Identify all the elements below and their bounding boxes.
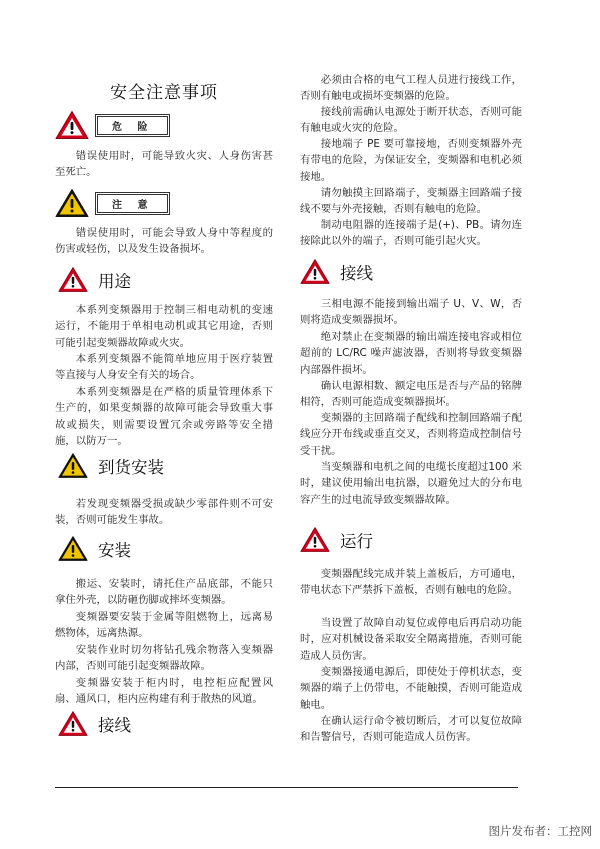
arrival-paragraph: 若发现变频器受损或缺少零部件则不可安装，否则可能发生事故。 <box>55 498 273 527</box>
caution-triangle-icon <box>58 452 88 479</box>
danger-warning-header <box>55 110 170 140</box>
danger-label-box <box>95 114 170 137</box>
caution-label-box <box>95 192 170 215</box>
caution-warning-icon <box>55 188 89 218</box>
caution-warning-header <box>55 188 170 218</box>
install-paragraph: 变频器安装于柜内时，电控柜应配置风扇、通风口，柜内应构建有利于散热的风道。 <box>55 677 273 706</box>
operation-heading <box>300 526 373 553</box>
caution-triangle-icon <box>58 710 88 737</box>
danger-text: 错误使用时，可能导致火灾、人身伤害甚至死亡。 <box>55 150 273 179</box>
image-credit: 图片发布者：工控网 <box>488 824 592 838</box>
wiring-title-right: 接线 <box>340 263 373 283</box>
wiring-heading-right <box>300 258 373 285</box>
arrival-title: 到货安装 <box>98 457 164 477</box>
operation-paragraph: 变频器配线完成并装上盖板后，方可通电，带电状态下严禁拆下盖板，否则有触电的危险。 <box>300 568 522 597</box>
wiring-paragraph: 变频器的主回路端子配线和控制回路端子配线应分开布线或垂直交叉，否则将造成控制信号受干扰。 <box>300 412 522 457</box>
wiring-title-left: 接线 <box>98 715 131 735</box>
usage-paragraph: 本系列变频器用于控制三相电动机的变速运行，不能用于单相电动机或其它用途，否则可能引起变频器故障或火灾。 <box>55 304 273 349</box>
install-title: 安装 <box>98 540 131 560</box>
danger-warning-icon <box>55 110 89 140</box>
usage-title: 用途 <box>98 271 131 291</box>
wiring-paragraph: 当变频器和电机之间的电缆长度超过100 米时，建议使用输出电抗器，以避免过大的分布电容产生的过电流导致变频器故障。 <box>300 461 522 506</box>
wiring-cont-paragraph: 接线前需确认电源处于断开状态，否则可能有触电或火灾的危险。 <box>300 106 522 135</box>
wiring-cont-paragraph: 制动电阻器的连接端子是(+)、PB。请勿连接除此以外的端子，否则可能引起火灾。 <box>300 219 522 248</box>
caution-triangle-icon <box>300 526 330 553</box>
footer-divider <box>55 787 518 788</box>
install-paragraph: 安装作业时切勿将钻孔残余物落入变频器内部，否则可能引起变频器故障。 <box>55 644 273 673</box>
install-heading <box>58 535 131 562</box>
wiring-cont-paragraph: 请勿触摸主回路端子，变频器主回路端子接线不要与外壳接触，否则有触电的危险。 <box>300 187 522 216</box>
operation-paragraph: 当设置了故障自动复位或停电后再启动功能时，应对机械设备采取安全隔离措施，否则可能造成人员伤害。 <box>300 617 522 662</box>
wiring-cont-paragraph: 必须由合格的电气工程人员进行接线工作，否则有触电或损坏变频器的危险。 <box>300 74 522 103</box>
caution-triangle-icon <box>58 266 88 293</box>
caution-text: 错误使用时，可能会导致人身中等程度的伤害或轻伤，以及发生设备损坏。 <box>55 227 273 256</box>
wiring-cont-paragraph: 接地端子 PE 要可靠接地，否则变频器外壳有带电的危险，为保证安全，变频器和电机必须接地。 <box>300 138 522 183</box>
operation-paragraph: 在确认运行命令被切断后，才可以复位故障和告警信号，否则可能造成人员伤害。 <box>300 715 522 744</box>
wiring-paragraph: 确认电源相数、额定电压是否与产品的铭牌相符，否则可能造成变频器损坏。 <box>300 380 522 409</box>
install-paragraph: 搬运、安装时，请托住产品底部，不能只拿住外壳，以防砸伤脚或摔坏变频器。 <box>55 578 273 607</box>
operation-paragraph: 变频器接通电源后，即使处于停机状态，变频器的端子上仍带电，不能触摸，否则可能造成触电。 <box>300 666 522 711</box>
wiring-paragraph: 绝对禁止在变频器的输出端连接电容或相位超前的 LC/RC 噪声滤波器，否则将导致变频器内部器件损坏。 <box>300 331 522 376</box>
usage-heading <box>58 266 131 293</box>
operation-title: 运行 <box>340 531 373 551</box>
caution-triangle-icon <box>300 258 330 285</box>
install-paragraph: 变频器要安装于金属等阻燃物上，远离易燃物体，远离热源。 <box>55 611 273 640</box>
caution-label: 注 意 <box>97 194 168 213</box>
wiring-paragraph: 三相电源不能接到输出端子 U、V、W，否则将造成变频器损坏。 <box>300 298 522 327</box>
usage-paragraph: 本系列变频器不能简单地应用于医疗装置等直接与人身安全有关的场合。 <box>55 353 273 382</box>
wiring-heading-left <box>58 710 131 737</box>
danger-label: 危 险 <box>97 116 168 135</box>
page-title: 安全注意事项 <box>110 83 218 103</box>
arrival-heading <box>58 452 164 479</box>
caution-triangle-icon <box>58 535 88 562</box>
usage-paragraph: 本系列变频器是在严格的质量管理体系下生产的，如果变频器的故障可能会导致重大事故或损失，则需要设置冗余或旁路等安全措施，以防万一。 <box>55 386 273 448</box>
